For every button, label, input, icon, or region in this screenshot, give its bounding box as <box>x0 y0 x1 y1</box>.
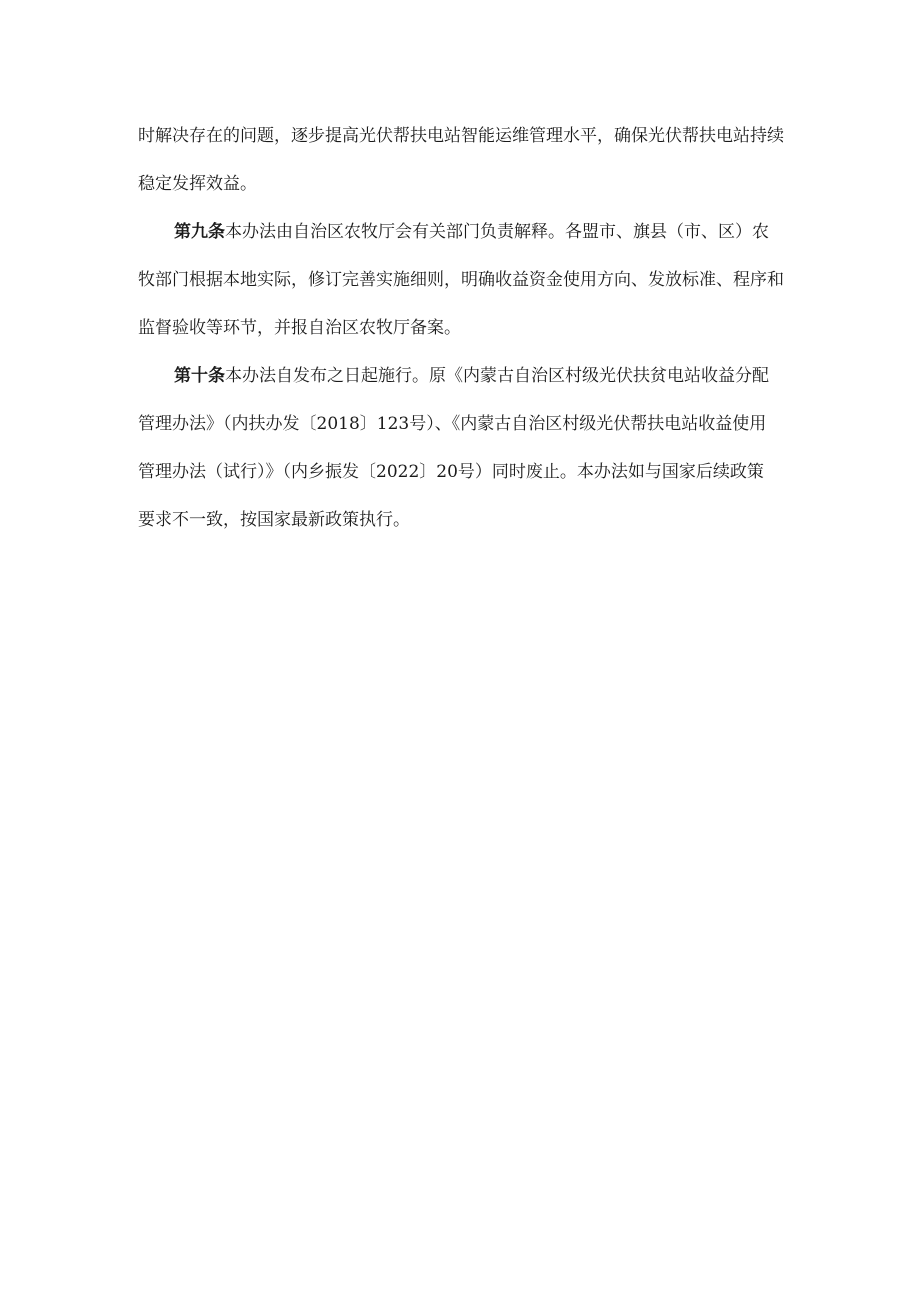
article-9-label: 第九条 <box>174 222 225 242</box>
paragraph-line: 牧部门根据本地实际，修订完善实施细则，明确收益资金使用方向、发放标准、程序和 <box>138 270 784 290</box>
paragraph-line: 时解决存在的问题，逐步提高光伏帮扶电站智能运维管理水平，确保光伏帮扶电站持续 <box>138 126 784 146</box>
article-10-label: 第十条 <box>174 366 225 386</box>
article-10-first-line <box>174 364 788 388</box>
paragraph-line: 监督验收等环节，并报自治区农牧厅备案。 <box>138 318 461 338</box>
paragraph-line: 管理办法（试行）》（内乡振发〔2022〕20号）同时废止。本办法如与国家后续政策 <box>138 462 764 482</box>
paragraph-line: 要求不一致，按国家最新政策执行。 <box>138 510 410 530</box>
paragraph-line: 稳定发挥效益。 <box>138 174 257 194</box>
article-10-text: 本办法自发布之日起施行。原《内蒙古自治区村级光伏扶贫电站收益分配 <box>225 366 769 386</box>
paragraph-line: 管理办法》（内扶办发〔2018〕123号）、《内蒙古自治区村级光伏帮扶电站收益使用 <box>138 414 767 434</box>
article-9-first-line <box>174 220 788 244</box>
article-9-text: 本办法由自治区农牧厅会有关部门负责解释。各盟市、旗县（市、区）农 <box>225 222 769 242</box>
